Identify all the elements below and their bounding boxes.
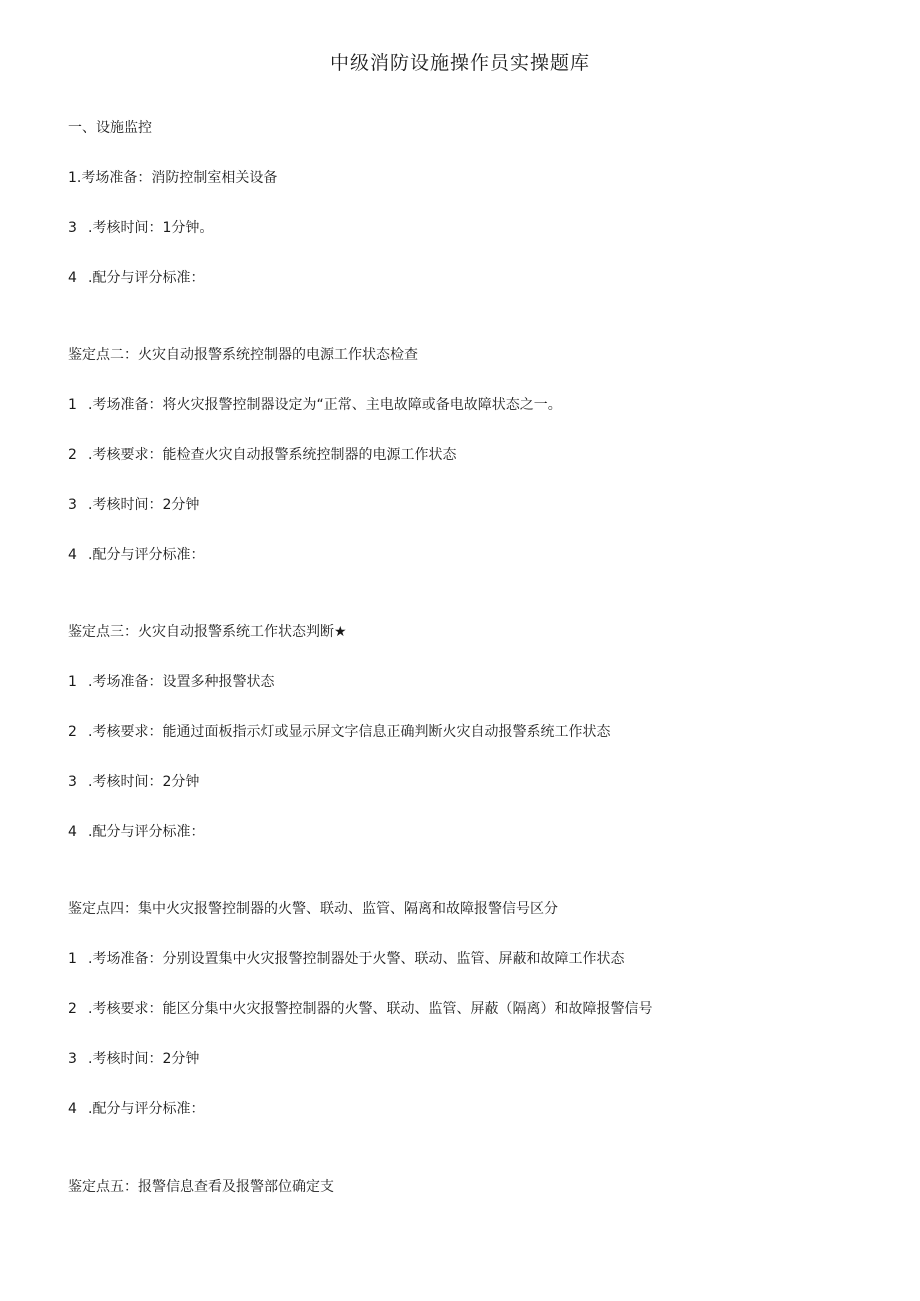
item-text: .考核时间：2分钟 [88, 1051, 200, 1067]
item-text: .考核时间：2分钟 [88, 497, 200, 513]
item-number: 1. [68, 170, 82, 186]
item-text: .配分与评分标准： [88, 1101, 205, 1117]
item-number: 3 [68, 497, 77, 513]
item-number: 1 [68, 951, 77, 967]
section-heading: 一、设施监控 [68, 120, 152, 136]
item-text: .配分与评分标准： [88, 547, 205, 563]
list-item [68, 949, 624, 969]
list-item [68, 218, 213, 238]
item-number: 3 [68, 1051, 77, 1067]
item-text: .配分与评分标准： [88, 270, 205, 286]
item-number: 4 [68, 547, 77, 563]
point-heading: 鉴定点三：火灾自动报警系统工作状态判断★ [68, 624, 347, 640]
item-text: .考核要求：能区分集中火灾报警控制器的火警、联动、监管、屏蔽（隔离）和故障报警信号 [88, 1001, 653, 1017]
item-number: 1 [68, 674, 77, 690]
item-number: 3 [68, 774, 77, 790]
item-number: 3 [68, 220, 77, 236]
point-heading: 鉴定点二：火灾自动报警系统控制器的电源工作状态检查 [68, 347, 418, 363]
point-heading: 鉴定点四：集中火灾报警控制器的火警、联动、监管、隔离和故障报警信号区分 [68, 901, 558, 917]
item-number: 2 [68, 447, 77, 463]
list-item [68, 445, 456, 465]
item-text: .考场准备：将火灾报警控制器设定为“正常、主电故障或备电故障状态之一。 [88, 397, 562, 413]
item-text: .考核要求：能通过面板指示灯或显示屏文字信息正确判断火灾自动报警系统工作状态 [88, 724, 611, 740]
item-number: 2 [68, 724, 77, 740]
list-item [68, 395, 562, 415]
item-text: .配分与评分标准： [88, 824, 205, 840]
list-item [68, 1099, 204, 1119]
list-item [68, 772, 199, 792]
list-item [68, 168, 277, 188]
item-number: 2 [68, 1001, 77, 1017]
list-item [68, 495, 199, 515]
point-heading: 鉴定点五：报警信息查看及报警部位确定支 [68, 1179, 334, 1195]
list-item [68, 672, 274, 692]
item-text: 考场准备：消防控制室相关设备 [81, 170, 278, 186]
page-title: 中级消防设施操作员实操题库 [329, 52, 590, 74]
list-item [68, 545, 204, 565]
item-text: .考核要求：能检查火灾自动报警系统控制器的电源工作状态 [88, 447, 457, 463]
list-item [68, 268, 204, 288]
item-number: 1 [68, 397, 77, 413]
list-item [68, 1049, 199, 1069]
item-number: 4 [68, 824, 77, 840]
list-item [68, 822, 204, 842]
list-item [68, 999, 652, 1019]
item-text: .考核时间：1分钟。 [88, 220, 214, 236]
item-number: 4 [68, 270, 77, 286]
list-item [68, 722, 610, 742]
item-text: .考场准备：分别设置集中火灾报警控制器处于火警、联动、监管、屏蔽和故障工作状态 [88, 951, 625, 967]
item-text: .考核时间：2分钟 [88, 774, 200, 790]
item-number: 4 [68, 1101, 77, 1117]
item-text: .考场准备：设置多种报警状态 [88, 674, 275, 690]
